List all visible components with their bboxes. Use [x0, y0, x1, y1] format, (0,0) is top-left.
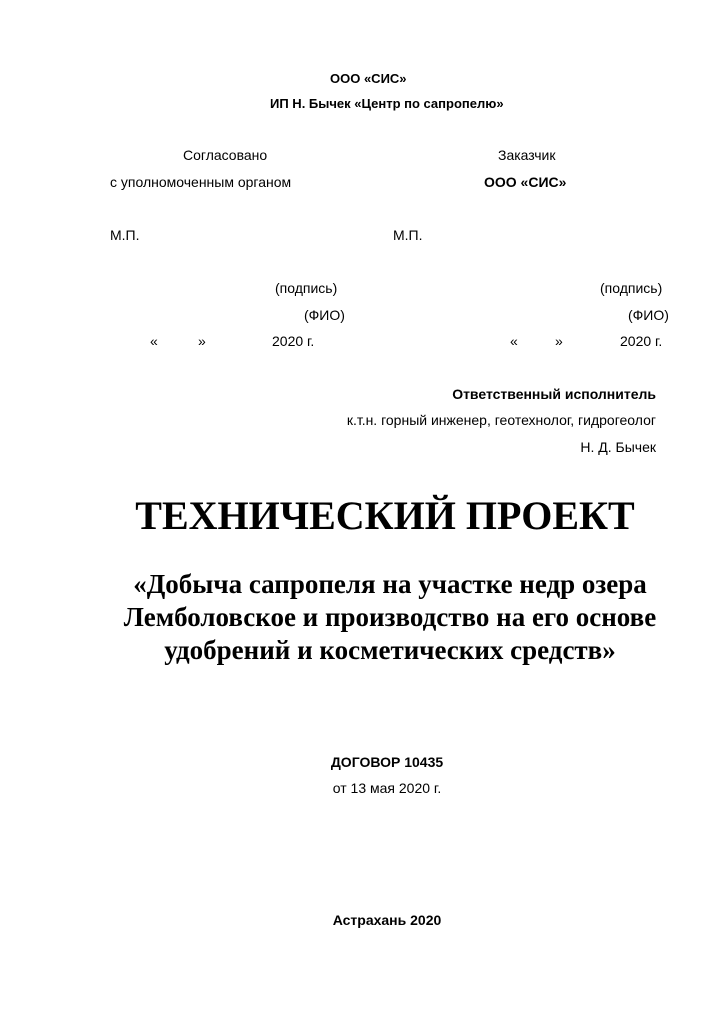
executor-name: Н. Д. Бычек — [580, 439, 656, 455]
authority-label: с уполномоченным органом — [110, 174, 292, 190]
project-subtitle: «Добыча сапропеля на участке недр озера Лемболовское и производство на его основе удобрений и косметических средств» — [123, 569, 657, 665]
left-date-quote-open: « — [150, 333, 158, 349]
right-fullname-label: (ФИО) — [628, 307, 669, 323]
document-title: ТЕХНИЧЕСКИЙ ПРОЕКТ — [135, 493, 635, 538]
customer-label: Заказчик — [498, 147, 556, 163]
left-date-year: 2020 г. — [272, 333, 315, 349]
approved-label: Согласовано — [183, 147, 268, 163]
left-fullname-label: (ФИО) — [304, 307, 345, 323]
company-name: ООО «СИС» — [330, 71, 407, 86]
left-stamp-label: М.П. — [110, 227, 140, 243]
right-date-quote-open: « — [510, 333, 518, 349]
right-date-year: 2020 г. — [620, 333, 663, 349]
right-stamp-label: М.П. — [393, 227, 423, 243]
customer-name: ООО «СИС» — [484, 174, 567, 190]
left-date-quote-close: » — [198, 333, 206, 349]
contract-number: ДОГОВОР 10435 — [330, 754, 444, 770]
entrepreneur-name: ИП Н. Бычек «Центр по сапропелю» — [270, 96, 504, 111]
city-year: Астрахань 2020 — [332, 912, 442, 928]
right-signature-label: (подпись) — [600, 280, 663, 296]
left-signature-label: (подпись) — [275, 280, 338, 296]
executor-qualification: к.т.н. горный инженер, геотехнолог, гидрогеолог — [346, 412, 656, 428]
right-date-quote-close: » — [555, 333, 563, 349]
executor-label: Ответственный исполнитель — [452, 386, 656, 402]
contract-date: от 13 мая 2020 г. — [332, 780, 442, 796]
